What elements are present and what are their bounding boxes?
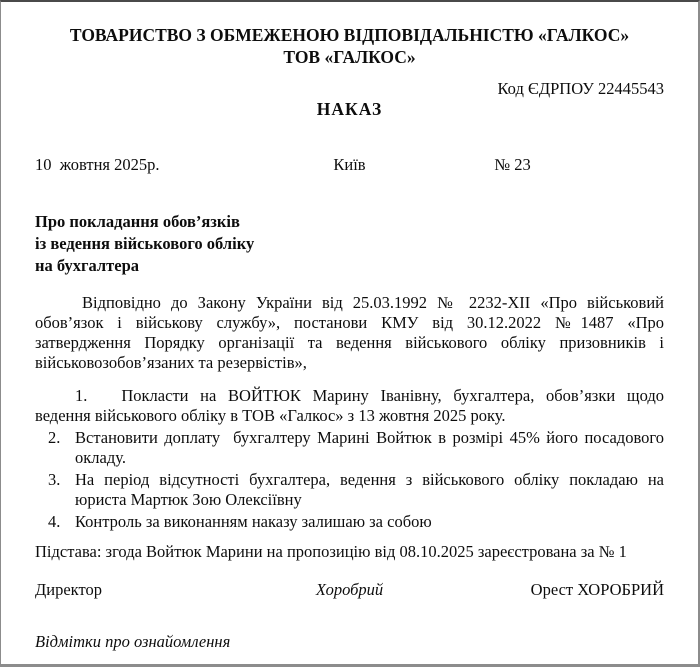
- signature-position: Директор: [35, 580, 102, 599]
- signature-fullname: Орест ХОРОБРИЙ: [530, 580, 665, 599]
- order-items-list: [35, 428, 664, 532]
- doc-date: 10 жовтня 2025р.: [35, 155, 160, 174]
- order-item-3: [35, 470, 664, 510]
- doc-type-title: НАКАЗ: [316, 99, 383, 119]
- order-item-1: [35, 386, 664, 426]
- doc-meta-row: [35, 155, 664, 175]
- doc-number: № 23: [494, 155, 531, 174]
- order-item-4-text: Контроль за виконанням наказу залишаю за собою: [75, 512, 432, 531]
- org-name-full: ТОВАРИСТВО З ОБМЕЖЕНОЮ ВІДПОВІДАЛЬНІСТЮ «ГАЛКОС»: [69, 25, 630, 45]
- acknowledgement-note: Відмітки про ознайомлення: [35, 632, 231, 651]
- order-item-1-number: 1.: [75, 386, 88, 405]
- doc-subject: [35, 211, 664, 277]
- basis-line: Підстава: згода Войтюк Марини на пропозицію від 08.10.2025 зареєстрована за № 1: [35, 542, 627, 561]
- order-item-2: [35, 428, 664, 468]
- preamble-paragraph: Відповідно до Закону України від 25.03.1992 № 2232-XII «Про військовий обов’язок і військову службу», постанови КМУ від 30.12.2022 №1487 «Про затвердження Порядку організації та ведення військового обліку призовників і військовозобов’язаних та резервістів»,: [35, 293, 664, 372]
- org-name-short: ТОВ «ГАЛКОС»: [283, 47, 416, 67]
- signature-autograph: Хоробрий: [315, 580, 384, 599]
- order-item-2-number: 2.: [48, 428, 61, 447]
- signature-row: [35, 580, 664, 600]
- order-item-3-text: На період відсутності бухгалтера, ведення з військового обліку покладаю на юриста Мартюк Зою Олексіївну: [75, 470, 664, 509]
- order-item-4-number: 4.: [48, 512, 61, 531]
- subject-line-2: із ведення військового обліку: [35, 234, 255, 253]
- edrpou-code: Код ЄДРПОУ 22445543: [497, 79, 664, 98]
- order-item-4: [35, 512, 664, 532]
- subject-line-1: Про покладання обов’язків: [35, 212, 240, 231]
- order-item-1-text: Покласти на ВОЙТЮК Марину Іванівну, бухгалтера, обов’язки щодо ведення військового обліку в ТОВ «Галкос» з 13 жовтня 2025 року.: [35, 386, 664, 425]
- doc-city: Київ: [333, 155, 366, 174]
- subject-line-3: на бухгалтера: [35, 256, 140, 275]
- order-item-2-text: Встановити доплату бухгалтеру Марині Войтюк в розмірі 45% його посадового окладу.: [75, 428, 664, 467]
- order-item-3-number: 3.: [48, 470, 61, 489]
